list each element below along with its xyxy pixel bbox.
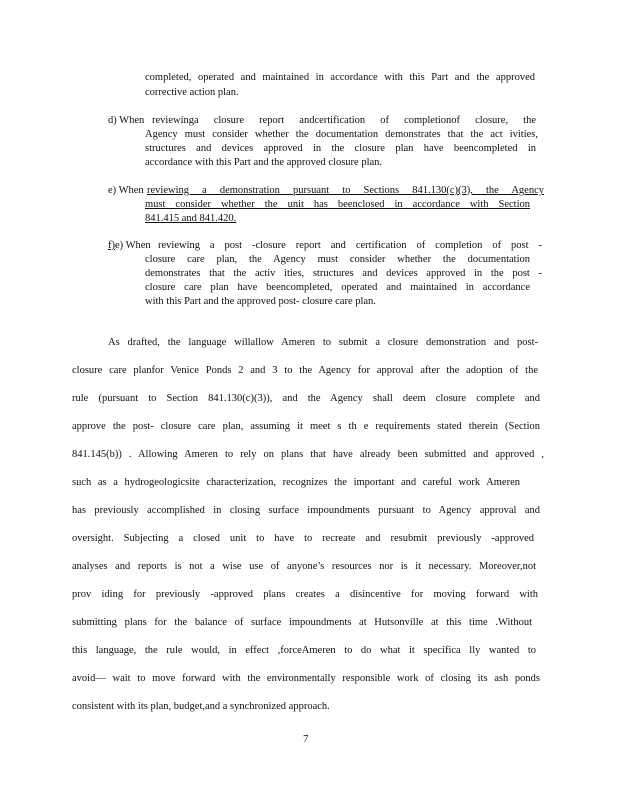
body-line-11: submitting plans for the balance of surface impoundments at Hutsonville at this time .Without bbox=[72, 617, 532, 628]
body-line-10: prov iding for previously -approved plans creates a disincentive for moving forward with bbox=[72, 589, 538, 600]
item-e-line-3: 841.415 and 841.420. bbox=[145, 213, 237, 224]
item-d-line-4: accordance with this Part and the approved closure plan. bbox=[145, 157, 383, 168]
item-f-label-rest: e) When bbox=[115, 240, 151, 251]
item-e-line-1: reviewing a demonstration pursuant to Sections 841.130(c)(3), the Agency bbox=[147, 185, 544, 196]
body-line-1: As drafted, the language willallow Ameren to submit a closure demonstration and post- bbox=[108, 337, 538, 348]
item-f-line-2: closure care plan, the Agency must consider whether the documentation bbox=[145, 254, 530, 265]
body-line-2: closure care planfor Venice Ponds 2 and 3 to the Agency for approval after the adoption of the bbox=[72, 365, 538, 376]
item-f-label bbox=[108, 240, 151, 251]
item-f-line-3: demonstrates that the activ ities, structures and devices approved in the post - bbox=[145, 268, 542, 279]
continuation-line-2: corrective action plan. bbox=[145, 87, 239, 98]
body-line-5: 841.145(b)) . Allowing Ameren to rely on plans that have already been submitted and approved , bbox=[72, 449, 544, 460]
item-f-inserted-letter: f) bbox=[108, 240, 115, 251]
item-f-line-5: with this Part and the approved post- closure care plan. bbox=[145, 296, 376, 307]
item-d-line-3: structures and devices approved in the closure plan have beencompleted in bbox=[145, 143, 536, 154]
body-line-13: avoid— wait to move forward with the environmentally responsible work of closing its ash ponds bbox=[72, 673, 540, 684]
body-line-3: rule (pursuant to Section 841.130(c)(3)), and the Agency shall deem closure complete and bbox=[72, 393, 540, 404]
item-d-line-2: Agency must consider whether the documentation demonstrates that the act ivities, bbox=[145, 129, 538, 140]
body-line-4: approve the post- closure care plan, assuming it meet s th e requirements stated therein (Section bbox=[72, 421, 540, 432]
body-line-14: consistent with its plan, budget,and a synchronized approach. bbox=[72, 701, 330, 712]
item-d-label: d) When bbox=[108, 115, 145, 126]
item-e-line-2: must consider whether the unit has beenclosed in accordance with Section bbox=[145, 199, 530, 210]
body-line-9: analyses and reports is not a wise use of anyone’s resources nor is it necessary. Moreover,not bbox=[72, 561, 536, 572]
body-line-7: has previously accomplished in closing surface impoundments pursuant to Agency approval and bbox=[72, 505, 540, 516]
body-line-12: this language, the rule would, in effect ,forceAmeren to do what it specifica lly wanted to bbox=[72, 645, 536, 656]
item-f-line-4: closure care plan have beencompleted, operated and maintained in accordance bbox=[145, 282, 530, 293]
item-f-line-1: reviewing a post -closure report and certification of completion of post - bbox=[158, 240, 542, 251]
item-d-line-1: reviewinga closure report andcertification of completionof closure, the bbox=[152, 115, 536, 126]
continuation-line-1: completed, operated and maintained in accordance with this Part and the approved bbox=[145, 72, 535, 83]
page-number: 7 bbox=[303, 733, 309, 745]
body-line-8: oversight. Subjecting a closed unit to have to recreate and resubmit previously -approved bbox=[72, 533, 534, 544]
body-line-6: such as a hydrogeologicsite characterization, recognizes the important and careful work Ameren bbox=[72, 477, 520, 488]
item-e-label: e) When bbox=[108, 185, 144, 196]
